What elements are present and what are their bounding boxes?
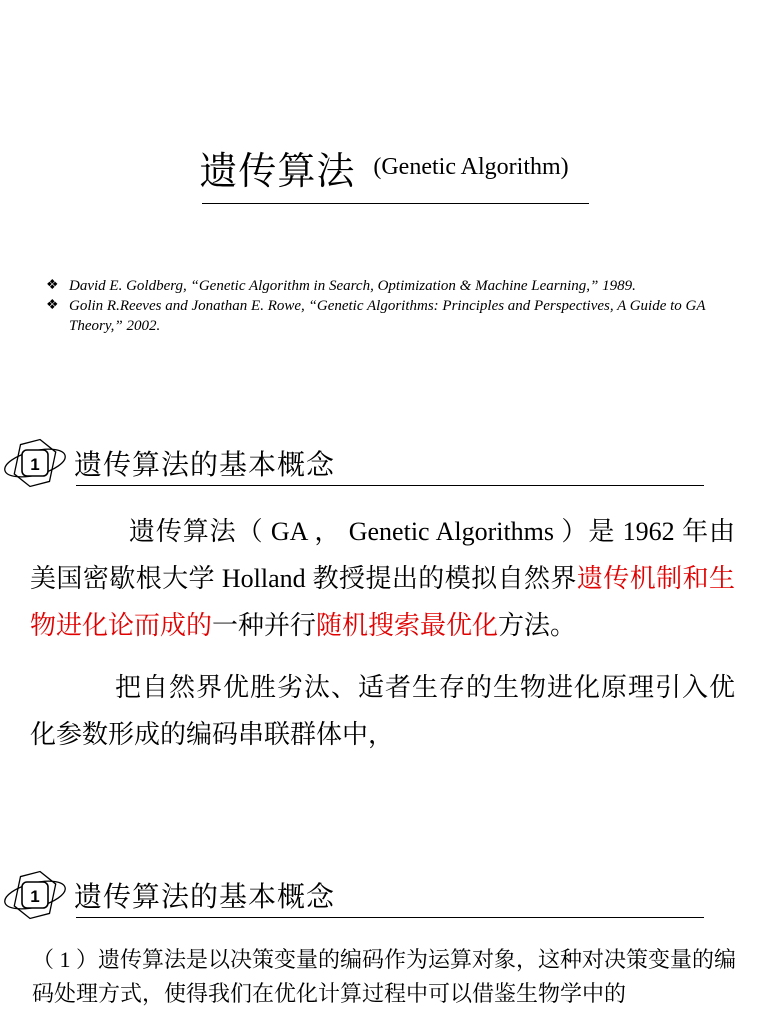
paragraph-text: 一种并行 — [212, 611, 317, 640]
paragraph-text: （ 1 ）遗传算法是以决策变量的编码作为运算对象，这种对决策变量的编码处理方式，使得我们在优化计算过程中可以借鉴生物学中的 — [32, 947, 737, 1006]
section-heading-2 — [0, 865, 768, 925]
page-title — [0, 140, 768, 195]
paragraph-text: 把自然界优胜劣汰、适者生存的生物进化原理引入优化参数形成的编码串联群体中， — [30, 673, 735, 749]
section-title: 遗传算法的基本概念 — [74, 450, 336, 481]
diamond-bullet-icon: ❖ — [46, 298, 59, 313]
body-paragraph — [30, 508, 735, 649]
reference-list — [46, 276, 736, 336]
section-underline — [76, 485, 704, 486]
section-number: 1 — [30, 887, 40, 906]
reference-item — [46, 296, 736, 336]
highlighted-text: 随机搜索最优化 — [316, 611, 499, 640]
paragraph-text: 方法。 — [498, 611, 577, 640]
highlighted-text: 遗传机制和生物进化论而成的 — [30, 564, 735, 640]
title-chinese: 遗传算法 — [199, 151, 356, 193]
section-number-emblem-icon — [2, 865, 68, 925]
reference-item — [46, 276, 736, 296]
title-underline — [202, 203, 589, 204]
diamond-bullet-icon: ❖ — [46, 278, 59, 293]
section-number-emblem-icon — [2, 433, 68, 493]
section-heading-1 — [0, 433, 768, 493]
reference-text: Golin R.Reeves and Jonathan E. Rowe, “Genetic Algorithms: Principles and Perspectives, A Guide to GA Theory,” 2002. — [69, 298, 706, 334]
body-paragraph — [32, 943, 740, 1011]
section-title: 遗传算法的基本概念 — [74, 882, 336, 913]
section-underline — [76, 917, 704, 918]
reference-text: David E. Goldberg, “Genetic Algorithm in Search, Optimization & Machine Learning,” 1989. — [69, 278, 636, 294]
paragraph-text: 遗传算法（ GA ， Genetic Algorithms ）是 1962 年由美国密歇根大学 Holland 教授提出的模拟自然界 — [30, 517, 735, 593]
section-number: 1 — [30, 455, 40, 474]
body-paragraph — [30, 664, 735, 758]
title-english: (Genetic Algorithm) — [373, 154, 569, 180]
